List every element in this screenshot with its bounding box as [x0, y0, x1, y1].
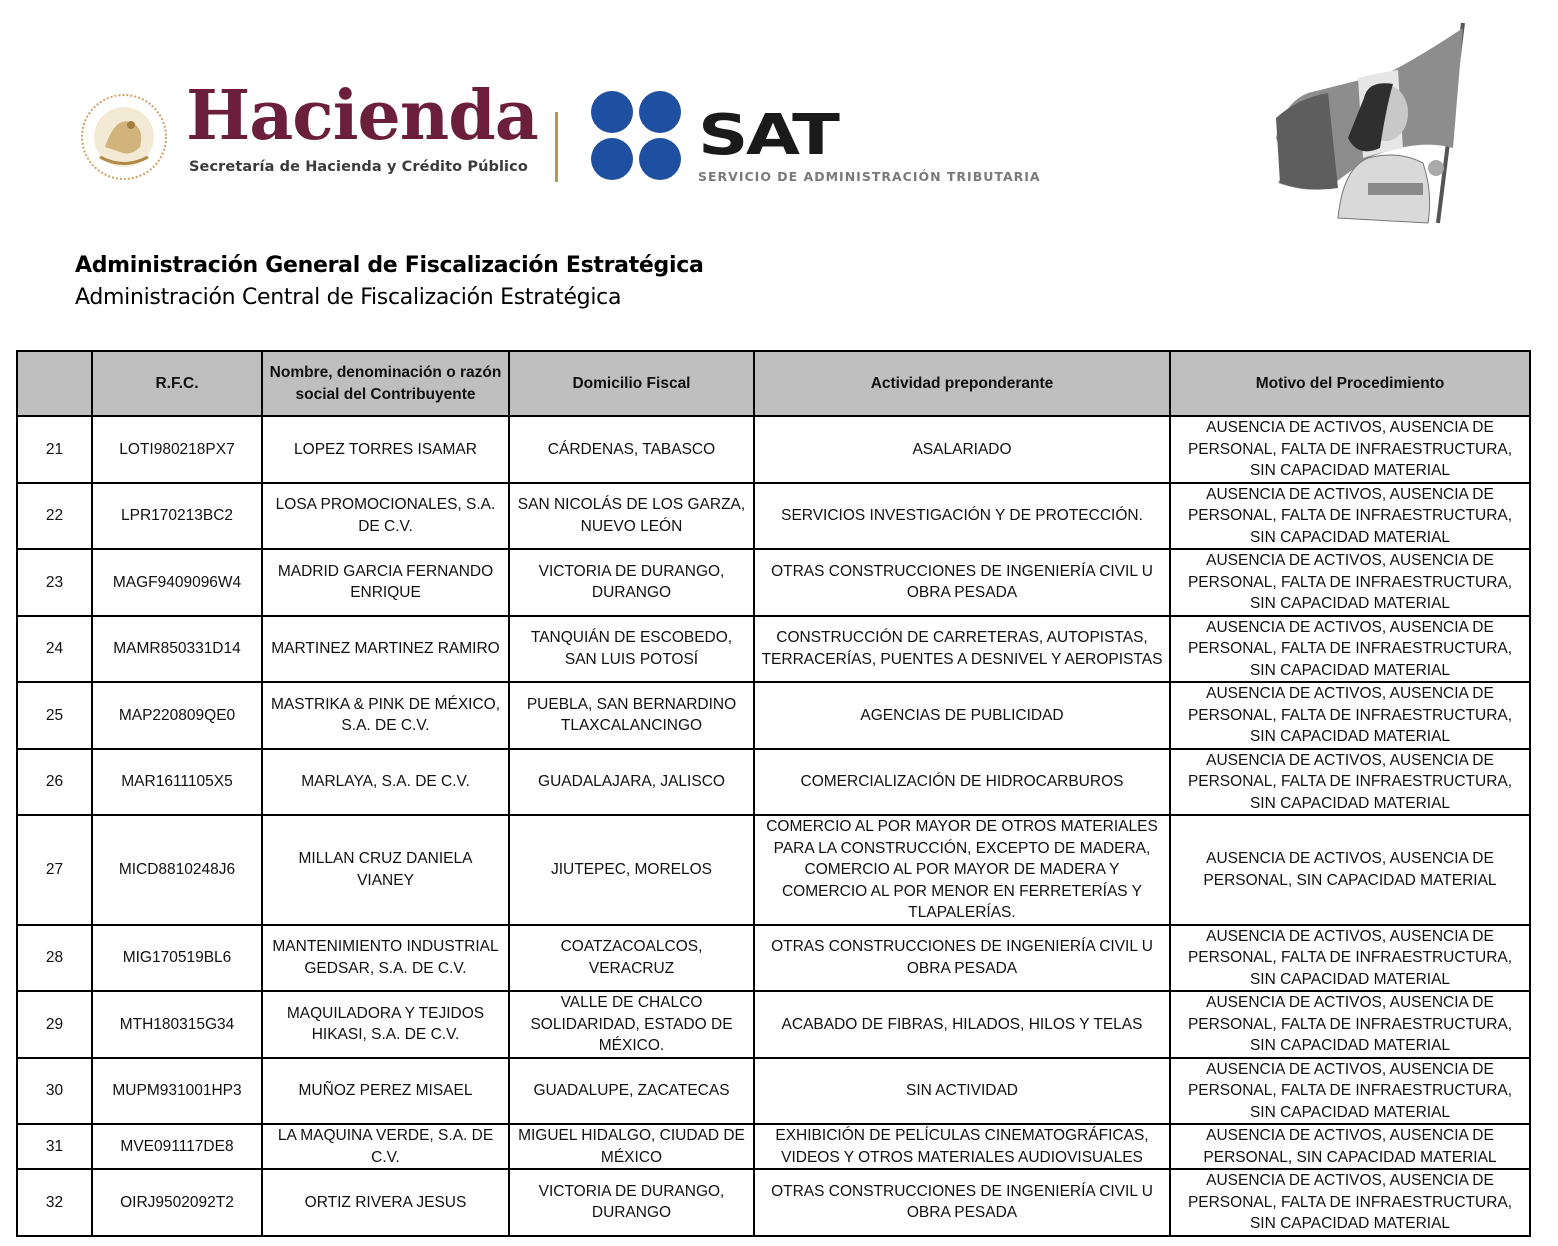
- document-header: [0, 0, 1558, 240]
- reason-cell: AUSENCIA DE ACTIVOS, AUSENCIA DE PERSONAL, FALTA DE INFRAESTRUCTURA, SIN CAPACIDAD MATERIAL: [1170, 616, 1530, 683]
- name-cell: ORTIZ RIVERA JESUS: [262, 1169, 509, 1236]
- sat-subtitle: SERVICIO DE ADMINISTRACIÓN TRIBUTARIA: [698, 169, 1041, 184]
- address-cell: SAN NICOLÁS DE LOS GARZA, NUEVO LEÓN: [509, 483, 754, 550]
- activity-cell: SIN ACTIVIDAD: [754, 1058, 1170, 1125]
- table-row: [17, 483, 1530, 550]
- name-cell: MANTENIMIENTO INDUSTRIAL GEDSAR, S.A. DE C.V.: [262, 925, 509, 992]
- logo-divider: [555, 112, 558, 182]
- rfc-cell: MIG170519BL6: [92, 925, 262, 992]
- address-cell: TANQUIÁN DE ESCOBEDO, SAN LUIS POTOSÍ: [509, 616, 754, 683]
- row-number: 30: [17, 1058, 92, 1125]
- heroine-with-flag-illustration-icon: [1268, 18, 1482, 228]
- name-cell: MADRID GARCIA FERNANDO ENRIQUE: [262, 549, 509, 616]
- address-cell: COATZACOALCOS, VERACRUZ: [509, 925, 754, 992]
- row-number: 28: [17, 925, 92, 992]
- reason-cell: AUSENCIA DE ACTIVOS, AUSENCIA DE PERSONAL, FALTA DE INFRAESTRUCTURA, SIN CAPACIDAD MATERIAL: [1170, 416, 1530, 483]
- rfc-cell: OIRJ9502092T2: [92, 1169, 262, 1236]
- row-number: 24: [17, 616, 92, 683]
- address-cell: CÁRDENAS, TABASCO: [509, 416, 754, 483]
- sat-four-dots-icon: [589, 90, 685, 182]
- activity-cell: OTRAS CONSTRUCCIONES DE INGENIERÍA CIVIL U OBRA PESADA: [754, 549, 1170, 616]
- rfc-cell: MVE091117DE8: [92, 1124, 262, 1169]
- column-header-reason: Motivo del Procedimiento: [1170, 351, 1530, 416]
- reason-cell: AUSENCIA DE ACTIVOS, AUSENCIA DE PERSONAL, FALTA DE INFRAESTRUCTURA, SIN CAPACIDAD MATERIAL: [1170, 682, 1530, 749]
- name-cell: MAQUILADORA Y TEJIDOS HIKASI, S.A. DE C.V.: [262, 991, 509, 1058]
- taxpayer-list-table: [16, 350, 1531, 1237]
- office-titles: [75, 250, 704, 314]
- activity-cell: OTRAS CONSTRUCCIONES DE INGENIERÍA CIVIL U OBRA PESADA: [754, 925, 1170, 992]
- activity-cell: OTRAS CONSTRUCCIONES DE INGENIERÍA CIVIL U OBRA PESADA: [754, 1169, 1170, 1236]
- rfc-cell: MAGF9409096W4: [92, 549, 262, 616]
- row-number: 23: [17, 549, 92, 616]
- column-header-number: [17, 351, 92, 416]
- reason-cell: AUSENCIA DE ACTIVOS, AUSENCIA DE PERSONAL, FALTA DE INFRAESTRUCTURA, SIN CAPACIDAD MATERIAL: [1170, 991, 1530, 1058]
- name-cell: MARTINEZ MARTINEZ RAMIRO: [262, 616, 509, 683]
- table-row: [17, 416, 1530, 483]
- general-administration-title: Administración General de Fiscalización Estratégica: [75, 253, 704, 278]
- table-row: [17, 1058, 1530, 1125]
- activity-cell: COMERCIALIZACIÓN DE HIDROCARBUROS: [754, 749, 1170, 816]
- activity-cell: ACABADO DE FIBRAS, HILADOS, HILOS Y TELAS: [754, 991, 1170, 1058]
- name-cell: MUÑOZ PEREZ MISAEL: [262, 1058, 509, 1125]
- hacienda-subtitle: Secretaría de Hacienda y Crédito Público: [189, 159, 528, 175]
- mexican-coat-of-arms-seal-icon: [75, 92, 173, 182]
- central-administration-title: Administración Central de Fiscalización Estratégica: [75, 285, 622, 310]
- table-row: [17, 616, 1530, 683]
- rfc-cell: MUPM931001HP3: [92, 1058, 262, 1125]
- reason-cell: AUSENCIA DE ACTIVOS, AUSENCIA DE PERSONAL, FALTA DE INFRAESTRUCTURA, SIN CAPACIDAD MATERIAL: [1170, 1058, 1530, 1125]
- column-header-address: Domicilio Fiscal: [509, 351, 754, 416]
- activity-cell: AGENCIAS DE PUBLICIDAD: [754, 682, 1170, 749]
- hacienda-wordmark: Hacienda: [186, 76, 538, 156]
- rfc-cell: LOTI980218PX7: [92, 416, 262, 483]
- reason-cell: AUSENCIA DE ACTIVOS, AUSENCIA DE PERSONAL, FALTA DE INFRAESTRUCTURA, SIN CAPACIDAD MATERIAL: [1170, 549, 1530, 616]
- reason-cell: AUSENCIA DE ACTIVOS, AUSENCIA DE PERSONAL, FALTA DE INFRAESTRUCTURA, SIN CAPACIDAD MATERIAL: [1170, 925, 1530, 992]
- name-cell: MILLAN CRUZ DANIELA VIANEY: [262, 815, 509, 925]
- address-cell: GUADALUPE, ZACATECAS: [509, 1058, 754, 1125]
- address-cell: VALLE DE CHALCO SOLIDARIDAD, ESTADO DE MÉXICO.: [509, 991, 754, 1058]
- table-row: [17, 991, 1530, 1058]
- address-cell: VICTORIA DE DURANGO, DURANGO: [509, 1169, 754, 1236]
- row-number: 22: [17, 483, 92, 550]
- address-cell: MIGUEL HIDALGO, CIUDAD DE MÉXICO: [509, 1124, 754, 1169]
- row-number: 21: [17, 416, 92, 483]
- row-number: 25: [17, 682, 92, 749]
- name-cell: LOPEZ TORRES ISAMAR: [262, 416, 509, 483]
- row-number: 29: [17, 991, 92, 1058]
- table-row: [17, 682, 1530, 749]
- column-header-activity: Actividad preponderante: [754, 351, 1170, 416]
- table-row: [17, 815, 1530, 925]
- reason-cell: AUSENCIA DE ACTIVOS, AUSENCIA DE PERSONAL, SIN CAPACIDAD MATERIAL: [1170, 1124, 1530, 1169]
- address-cell: GUADALAJARA, JALISCO: [509, 749, 754, 816]
- rfc-cell: MAR1611105X5: [92, 749, 262, 816]
- name-cell: MASTRIKA & PINK DE MÉXICO, S.A. DE C.V.: [262, 682, 509, 749]
- activity-cell: SERVICIOS INVESTIGACIÓN Y DE PROTECCIÓN.: [754, 483, 1170, 550]
- row-number: 26: [17, 749, 92, 816]
- activity-cell: COMERCIO AL POR MAYOR DE OTROS MATERIALES PARA LA CONSTRUCCIÓN, EXCEPTO DE MADERA, COMERCIO AL POR MAYOR DE MADERA Y COMERCIO AL POR MENOR EN FERRETERÍAS Y TLAPALERÍAS.: [754, 815, 1170, 925]
- address-cell: VICTORIA DE DURANGO, DURANGO: [509, 549, 754, 616]
- rfc-cell: MAMR850331D14: [92, 616, 262, 683]
- name-cell: MARLAYA, S.A. DE C.V.: [262, 749, 509, 816]
- sat-wordmark: SAT: [698, 103, 838, 168]
- table-row: [17, 925, 1530, 992]
- address-cell: PUEBLA, SAN BERNARDINO TLAXCALANCINGO: [509, 682, 754, 749]
- row-number: 31: [17, 1124, 92, 1169]
- rfc-cell: MAP220809QE0: [92, 682, 262, 749]
- name-cell: LA MAQUINA VERDE, S.A. DE C.V.: [262, 1124, 509, 1169]
- table-row: [17, 749, 1530, 816]
- table-row: [17, 1169, 1530, 1236]
- reason-cell: AUSENCIA DE ACTIVOS, AUSENCIA DE PERSONAL, SIN CAPACIDAD MATERIAL: [1170, 815, 1530, 925]
- rfc-cell: LPR170213BC2: [92, 483, 262, 550]
- reason-cell: AUSENCIA DE ACTIVOS, AUSENCIA DE PERSONAL, FALTA DE INFRAESTRUCTURA, SIN CAPACIDAD MATERIAL: [1170, 483, 1530, 550]
- row-number: 32: [17, 1169, 92, 1236]
- column-header-name: Nombre, denominación o razón social del Contribuyente: [262, 351, 509, 416]
- reason-cell: AUSENCIA DE ACTIVOS, AUSENCIA DE PERSONAL, FALTA DE INFRAESTRUCTURA, SIN CAPACIDAD MATERIAL: [1170, 749, 1530, 816]
- rfc-cell: MICD8810248J6: [92, 815, 262, 925]
- rfc-cell: MTH180315G34: [92, 991, 262, 1058]
- address-cell: JIUTEPEC, MORELOS: [509, 815, 754, 925]
- activity-cell: ASALARIADO: [754, 416, 1170, 483]
- activity-cell: EXHIBICIÓN DE PELÍCULAS CINEMATOGRÁFICAS, VIDEOS Y OTROS MATERIALES AUDIOVISUALES: [754, 1124, 1170, 1169]
- name-cell: LOSA PROMOCIONALES, S.A. DE C.V.: [262, 483, 509, 550]
- activity-cell: CONSTRUCCIÓN DE CARRETERAS, AUTOPISTAS, TERRACERÍAS, PUENTES A DESNIVEL Y AEROPISTAS: [754, 616, 1170, 683]
- table-row: [17, 1124, 1530, 1169]
- column-header-rfc: R.F.C.: [92, 351, 262, 416]
- table-header-row: [17, 351, 1530, 416]
- table-row: [17, 549, 1530, 616]
- reason-cell: AUSENCIA DE ACTIVOS, AUSENCIA DE PERSONAL, FALTA DE INFRAESTRUCTURA, SIN CAPACIDAD MATERIAL: [1170, 1169, 1530, 1236]
- row-number: 27: [17, 815, 92, 925]
